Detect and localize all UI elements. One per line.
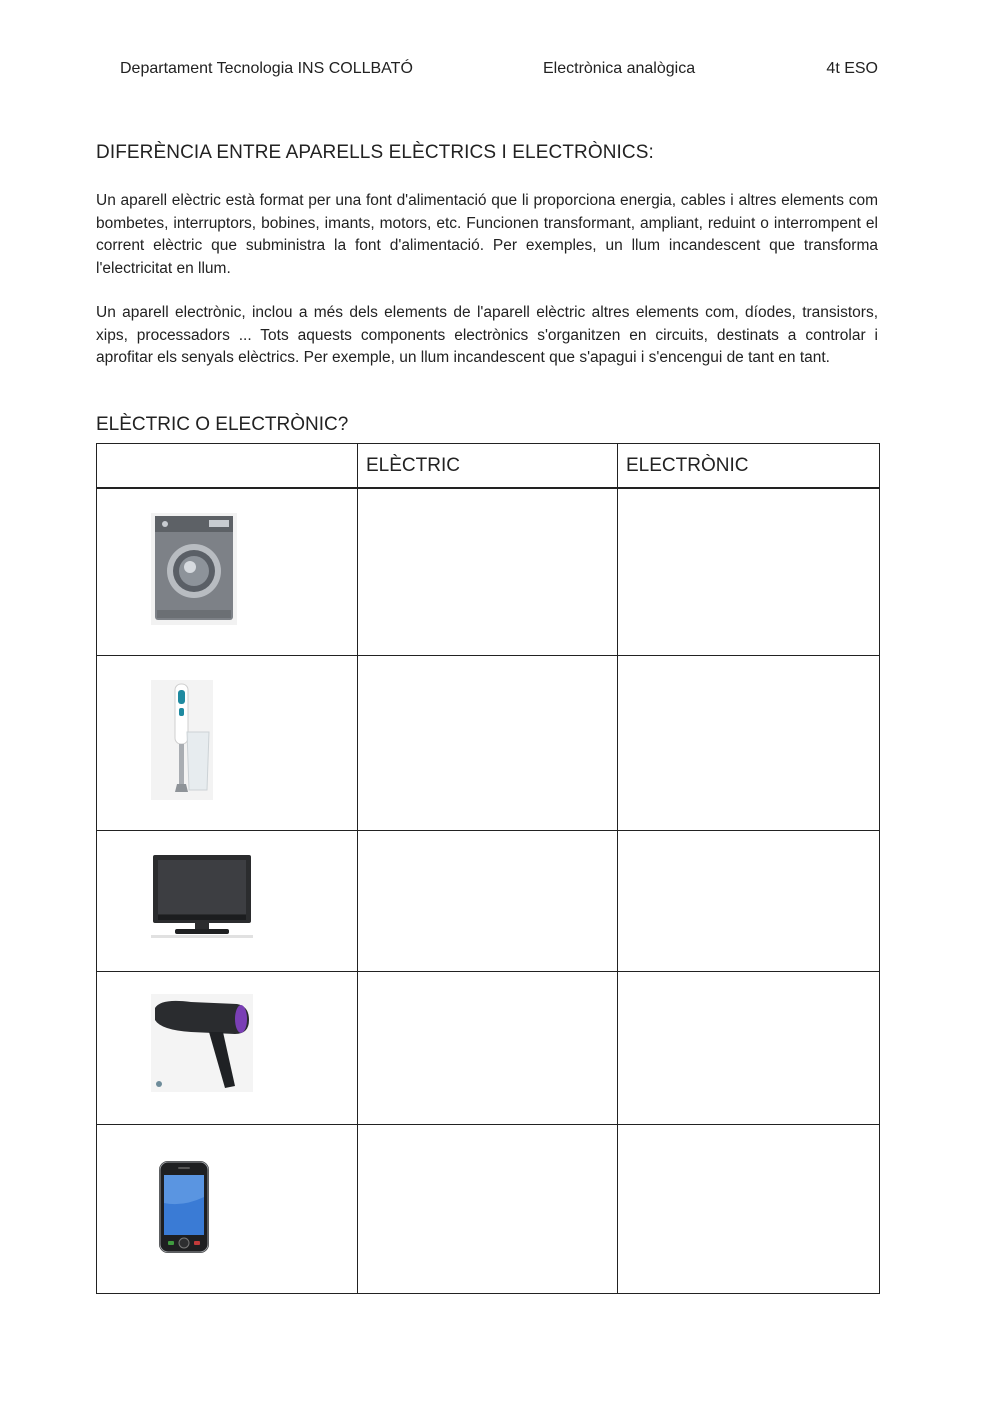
department-label: Departament Tecnologia INS COLLBATÓ [120, 60, 413, 77]
electric-answer-cell[interactable] [358, 972, 618, 1125]
header-electronic: ELECTRÒNIC [618, 444, 880, 489]
table-row [97, 488, 880, 656]
smartphone-icon [153, 1153, 217, 1257]
page-title: DIFERÈNCIA ENTRE APARELLS ELÈCTRICS I ELECTRÒNICS: [96, 142, 654, 163]
electronic-answer-cell[interactable] [618, 488, 880, 656]
appliance-cell [97, 831, 358, 972]
subject-label: Electrònica analògica [543, 60, 696, 77]
page-header [120, 60, 878, 82]
electronic-answer-cell[interactable] [618, 972, 880, 1125]
appliance-cell [97, 488, 358, 656]
electric-answer-cell[interactable] [358, 656, 618, 831]
appliance-cell [97, 972, 358, 1125]
electric-answer-cell[interactable] [358, 1125, 618, 1294]
electronic-answer-cell[interactable] [618, 1125, 880, 1294]
table-header-row [97, 444, 880, 489]
section-title: ELÈCTRIC O ELECTRÒNIC? [96, 414, 349, 435]
table-row [97, 972, 880, 1125]
appliance-cell [97, 656, 358, 831]
level-label: 4t ESO [826, 60, 878, 77]
electronic-answer-cell[interactable] [618, 831, 880, 972]
appliance-cell [97, 1125, 358, 1294]
hair-dryer-icon [151, 994, 253, 1092]
hand-blender-icon [151, 680, 213, 800]
electric-answer-cell[interactable] [358, 831, 618, 972]
table-row [97, 1125, 880, 1294]
table-row [97, 656, 880, 831]
electronic-answer-cell[interactable] [618, 656, 880, 831]
electric-description: Un aparell elèctric està format per una font d'alimentació que li proporciona energia, cables i altres elements com bombetes, interruptors, bobines, imants, motors, etc. Funcionen transformant, ampliant, reduint o interrompent el corrent elèctric que subministra la font d'alimentació. Per exemples, un llum incandescent que transforma l'electricitat en llum. [96, 192, 878, 277]
washing-machine-icon [151, 513, 237, 625]
classification-table [96, 443, 880, 1294]
header-blank-cell [97, 444, 358, 489]
header-electric: ELÈCTRIC [358, 444, 618, 489]
electric-answer-cell[interactable] [358, 488, 618, 656]
electronic-description: Un aparell electrònic, inclou a més dels elements de l'aparell elèctric altres elements com, díodes, transistors, xips, processadors ... Tots aquests components electrònics s'organitzen en circuits, destinats a controlar i aprofitar els senyals elèctrics. Per exemple, un llum incandescent que s'apagui i s'encengui de tant en tant. [96, 304, 878, 367]
television-icon [151, 853, 253, 939]
table-row [97, 831, 880, 972]
